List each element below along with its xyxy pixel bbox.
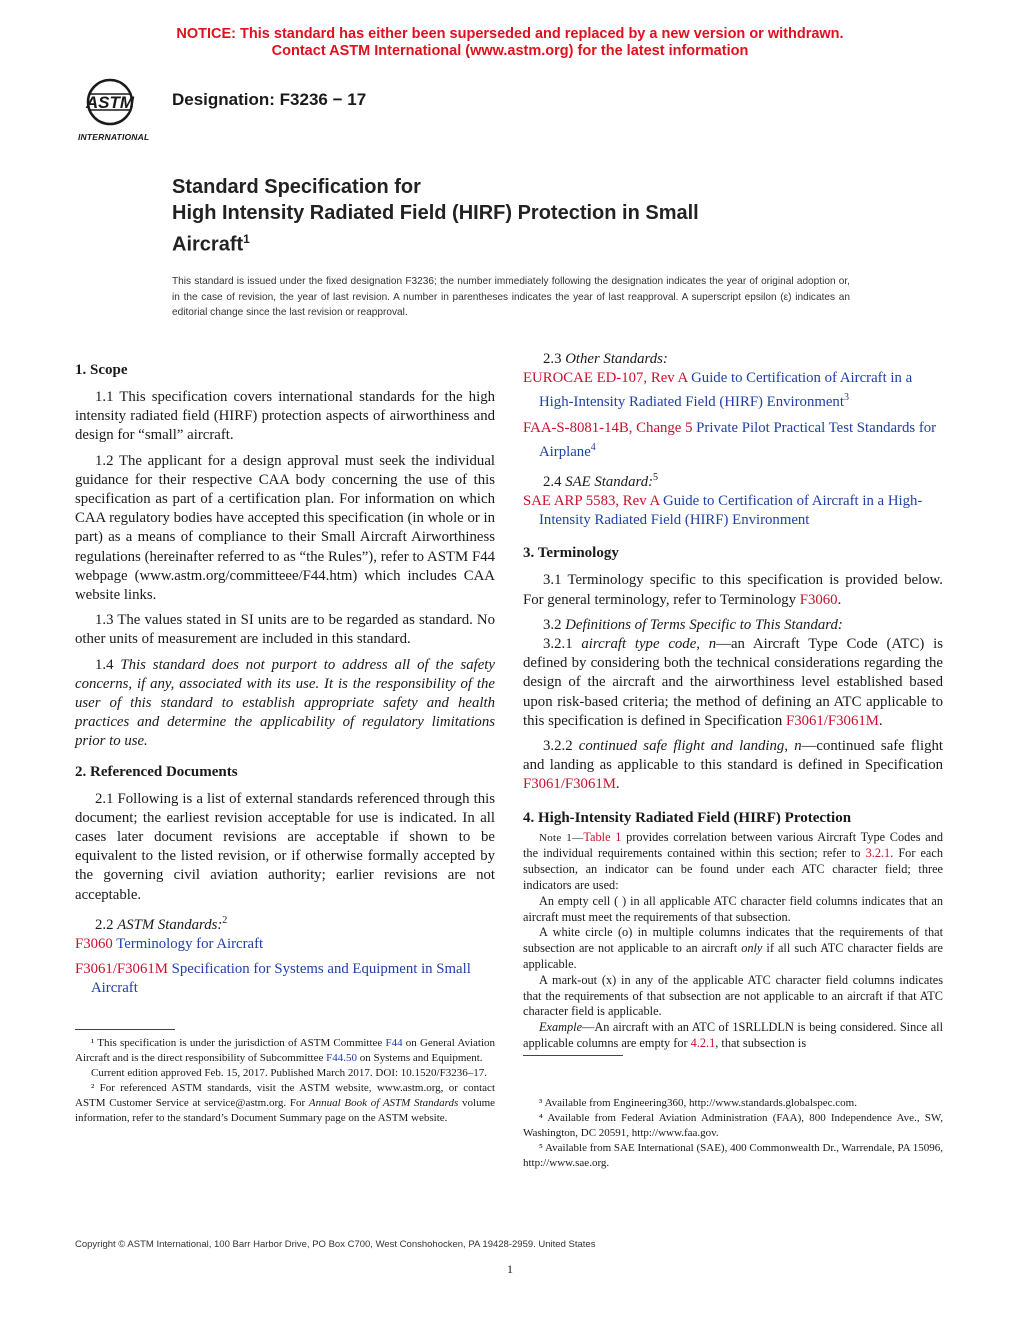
- paragraph-2-4-footnote: 5: [653, 471, 659, 483]
- notice-line-1: NOTICE: This standard has either been superseded and replaced by a new version or withdrawn.: [176, 26, 844, 42]
- note-white-circle-text: A white circle (o) in multiple columns indicates that the requirements of that subsection are not applicable to an aircraft: [523, 925, 943, 956]
- note-1-paragraph: [523, 830, 943, 894]
- reference-title[interactable]: Guide to Certification of Aircraft in a High-Intensity Radiated Field (HIRF) Environment: [539, 370, 913, 411]
- section-heading-terminology: 3. Terminology: [523, 545, 619, 562]
- title-line-1: Standard Specification for: [172, 176, 421, 198]
- paragraph-2-3-number: 2.3: [543, 351, 566, 367]
- note-only: only: [741, 941, 763, 956]
- paragraph-2-3-text: Other Standards:: [565, 351, 668, 367]
- reference-code[interactable]: EUROCAE ED-107, Rev A: [523, 370, 688, 387]
- reference-footnote: 3: [843, 392, 849, 404]
- reference-code[interactable]: SAE ARP 5583, Rev A: [523, 492, 660, 509]
- paragraph-1-3: 1.3 The values stated in SI units are to be regarded as standard. No other units of measurement are included in this standard.: [75, 612, 495, 648]
- paragraph-3-2-1-number: 3.2.1: [543, 636, 582, 652]
- paragraph-3-2: [523, 616, 943, 635]
- withdrawal-notice: [0, 26, 1020, 60]
- document-title: [172, 174, 852, 258]
- paragraph-2-1: 2.1 Following is a list of external standards referenced through this document; the earliest revision acceptable for use is indicated. In all cases later document revisions are acceptable if shown to be equivalent to the listed revision, or if otherwise formally accepted by the governing civil aviation authority; earlier revisions are not acceptable.: [75, 790, 495, 903]
- footnote-1-text-3: on Systems and Equipment.: [356, 1052, 483, 1064]
- example-text-2: , that subsection is: [715, 1035, 807, 1050]
- reference-sae[interactable]: [523, 492, 943, 530]
- paragraph-3-2-number: 3.2: [543, 616, 566, 633]
- reference-f3060[interactable]: [75, 935, 495, 954]
- term-continued-safe-flight: continued safe flight and landing, n: [578, 738, 802, 755]
- paragraph-3-1: 3.1 Terminology specific to this specification is provided below. For general terminology, refer to Terminology F3060.: [523, 572, 943, 608]
- footnote-3: ³ Available from Engineering360, http://www.standards.globalspec.com.: [539, 1097, 857, 1109]
- note-example: [523, 1020, 943, 1052]
- paragraph-2-4: [523, 468, 943, 492]
- note-1: [523, 830, 943, 1052]
- footnote-2: [75, 1081, 495, 1126]
- note-empty-cell: An empty cell ( ) in all applicable ATC character field columns indicates that an aircraft must meet the requirements of that subsection.: [523, 893, 943, 924]
- link-f44[interactable]: F44: [385, 1037, 403, 1049]
- footnote-1-text: ¹ This specification is under the jurisdiction of ASTM Committee: [91, 1037, 386, 1049]
- astm-logo: [76, 76, 160, 144]
- logo-caption: INTERNATIONAL: [78, 132, 150, 142]
- paragraph-2-2-footnote: 2: [222, 914, 228, 926]
- paragraph-3-2-2: 3.2.2 continued safe flight and landing, n—continued safe flight and landing as applicable to this standard is defined in Specification F3061/F3061M.: [523, 738, 943, 793]
- paragraph-3-2-1-text: —an Aircraft Type Code (ATC) is defined by considering both the technical considerations regarding the design of the aircraft and the airworthiness level established based upon risk-based criteria; the method of defining an ATC applicable to this specification is defined in Specification: [523, 636, 943, 729]
- title-line-3: [172, 226, 852, 258]
- title-line-2: High Intensity Radiated Field (HIRF) Protection in Small: [172, 202, 699, 224]
- issue-note: This standard is issued under the fixed designation F3236; the number immediately following the designation indicates the year of original adoption or, in the case of revision, the year of last revision. A number in parentheses indicates the year of last reapproval. A superscript epsilon (ε) indicates an editorial change since the last revision or reapproval.: [172, 276, 850, 318]
- paragraph-3-2-1: 3.2.1 aircraft type code, n—an Aircraft Type Code (ATC) is defined by considering both the technical considerations regarding the design of the aircraft and the airworthiness level established based upon risk-based criteria; the method of defining an ATC applicable to this specification is defined in Specification F3061/F3061M.: [523, 636, 943, 729]
- reference-code[interactable]: F3060: [75, 936, 113, 952]
- footnote-1-text-2: on General Aviation Aircraft and is the direct responsibility of Subcommittee: [75, 1037, 495, 1064]
- reference-eurocae[interactable]: [523, 369, 943, 412]
- paragraph-3-1-text: 3.1 Terminology specific to this specification is provided below. For general terminology, refer to Terminology: [523, 572, 943, 608]
- reference-footnote: 4: [590, 441, 596, 453]
- section-heading-referenced-documents: 2. Referenced Documents: [75, 763, 238, 780]
- left-column: [75, 350, 495, 1005]
- paragraph-2-2-text: ASTM Standards:: [117, 916, 223, 933]
- footnote-4: ⁴ Available from Federal Aviation Administration (FAA), 800 Independence Ave., SW, Washington, DC 20591, http://www.faa.gov.: [523, 1112, 943, 1139]
- link-f3061[interactable]: F3061/F3061M: [523, 776, 616, 793]
- reference-title[interactable]: Specification for Systems and Equipment in Small Aircraft: [91, 961, 471, 997]
- footnote-1: [75, 1036, 495, 1066]
- footnote-rule-right: [523, 1055, 623, 1056]
- paragraph-3-2-2-text: —continued safe flight and landing as applicable to this standard is defined in Specification: [523, 738, 943, 774]
- example-label: Example: [539, 1020, 583, 1035]
- note-text: provides correlation between various Aircraft Type Codes and the individual requirements contained within this section; refer to: [523, 829, 944, 861]
- note-text-2: . For each subsection, an indicator can be found under each ATC character field; three indicators are used:: [523, 846, 943, 893]
- footnote-2-italic: Annual Book of ASTM Standards: [308, 1097, 459, 1109]
- reference-faa[interactable]: [523, 419, 943, 462]
- paragraph-2-4-text: SAE Standard:: [565, 473, 654, 490]
- title-line-3-text: Aircraft: [172, 233, 244, 256]
- copyright-footer: Copyright © ASTM International, 100 Barr Harbor Drive, PO Box C700, West Conshohocken, PA 19428-2959. United States: [75, 1239, 596, 1250]
- reference-title[interactable]: Guide to Certification of Aircraft in a High-Intensity Radiated Field (HIRF) Environment: [539, 492, 923, 529]
- title-footnote-marker: 1: [243, 232, 250, 246]
- notice-line-2: Contact ASTM International (www.astm.org) for the latest information: [271, 43, 749, 59]
- footnote-1-edition: Current edition approved Feb. 15, 2017. Published March 2017. DOI: 10.1520/F3236–17.: [91, 1067, 487, 1079]
- right-column: [523, 350, 943, 1052]
- paragraph-2-4-number: 2.4: [543, 473, 566, 490]
- footnotes-left: [75, 1036, 495, 1126]
- footnote-rule-left: [75, 1029, 175, 1030]
- svg-text:ASTM: ASTM: [85, 93, 135, 112]
- footnote-5: ⁵ Available from SAE International (SAE), 400 Commonwealth Dr., Warrendale, PA 15096, http://www.sae.org.: [523, 1142, 943, 1169]
- footnote-2-text: ² For referenced ASTM standards, visit the ASTM website, www.astm.org, or contact ASTM Customer Service at service@astm.org. For: [75, 1082, 495, 1109]
- link-table-1[interactable]: Table 1: [583, 829, 622, 844]
- paragraph-2-2-number: 2.2: [95, 916, 118, 933]
- reference-code[interactable]: FAA-S-8081-14B, Change 5: [523, 419, 693, 436]
- reference-title[interactable]: Terminology for Aircraft: [112, 936, 264, 952]
- note-mark-out: A mark-out (x) in any of the applicable ATC character field columns indicates that the requirements of that subsection are not applicable to an aircraft if that ATC character field is applicable.: [523, 972, 943, 1019]
- link-f44-50[interactable]: F44.50: [326, 1052, 357, 1064]
- footnote-2-text-2: volume information, refer to the standard’s Document Summary page on the ASTM website.: [75, 1097, 496, 1124]
- link-3-2-1[interactable]: 3.2.1: [865, 846, 891, 861]
- note-label: Note 1—: [539, 831, 584, 844]
- reference-title[interactable]: Private Pilot Practical Test Standards for Airplane: [539, 419, 937, 460]
- term-aircraft-type-code: aircraft type code, n: [581, 636, 717, 652]
- paragraph-2-3: [523, 350, 943, 369]
- reference-code[interactable]: F3061/F3061M: [75, 961, 168, 978]
- note-white-circle: [523, 925, 943, 972]
- note-white-circle-text-2: if all such ATC character fields are applicable.: [523, 941, 943, 971]
- paragraph-1-4-number: 1.4: [95, 656, 121, 673]
- paragraph-1-4: [75, 656, 495, 752]
- section-heading-scope: 1. Scope: [75, 362, 128, 378]
- paragraph-1-1: 1.1 This specification covers international standards for the high intensity radiated field (HIRF) protection aspects of airworthiness and design for “small” aircraft.: [75, 389, 495, 444]
- section-heading-hirf: 4. High-Intensity Radiated Field (HIRF) Protection: [523, 809, 852, 826]
- designation: Designation: F3236 − 17: [172, 90, 367, 109]
- link-f3060[interactable]: F3060: [799, 591, 838, 608]
- paragraph-2-2: [75, 911, 495, 935]
- paragraph-1-4-text: This standard does not purport to address all of the safety concerns, if any, associated with its use. It is the responsibility of the user of this standard to establish appropriate safety and health practices and determine the applicability of regulatory limitations prior to use.: [75, 656, 495, 750]
- link-4-2-1[interactable]: 4.2.1: [690, 1035, 716, 1050]
- paragraph-1-2: 1.2 The applicant for a design approval must seek the individual guidance for their respective CAA body concerning the use of this specification as part of a certification plan. For information on which CAA regulatory bodies have accepted this specification (in whole or in part) as a means of compliance to their Small Aircraft Airworthiness regulations (hereinafter referred to as “the Rules”), refer to ASTM F44 webpage (www.astm.org/committeee/F44.htm) which includes CAA website links.: [75, 452, 495, 604]
- footnotes-right: [523, 1096, 943, 1171]
- page-number: 1: [507, 1262, 513, 1276]
- link-f3061[interactable]: F3061/F3061M: [785, 712, 879, 729]
- example-text: —An aircraft with an ATC of 1SRLLDLN is being considered. Since all applicable columns are empty for: [523, 1020, 943, 1050]
- paragraph-3-2-text: Definitions of Terms Specific to This Standard:: [565, 616, 843, 633]
- paragraph-3-2-2-number: 3.2.2: [543, 738, 579, 755]
- reference-f3061[interactable]: [75, 960, 495, 998]
